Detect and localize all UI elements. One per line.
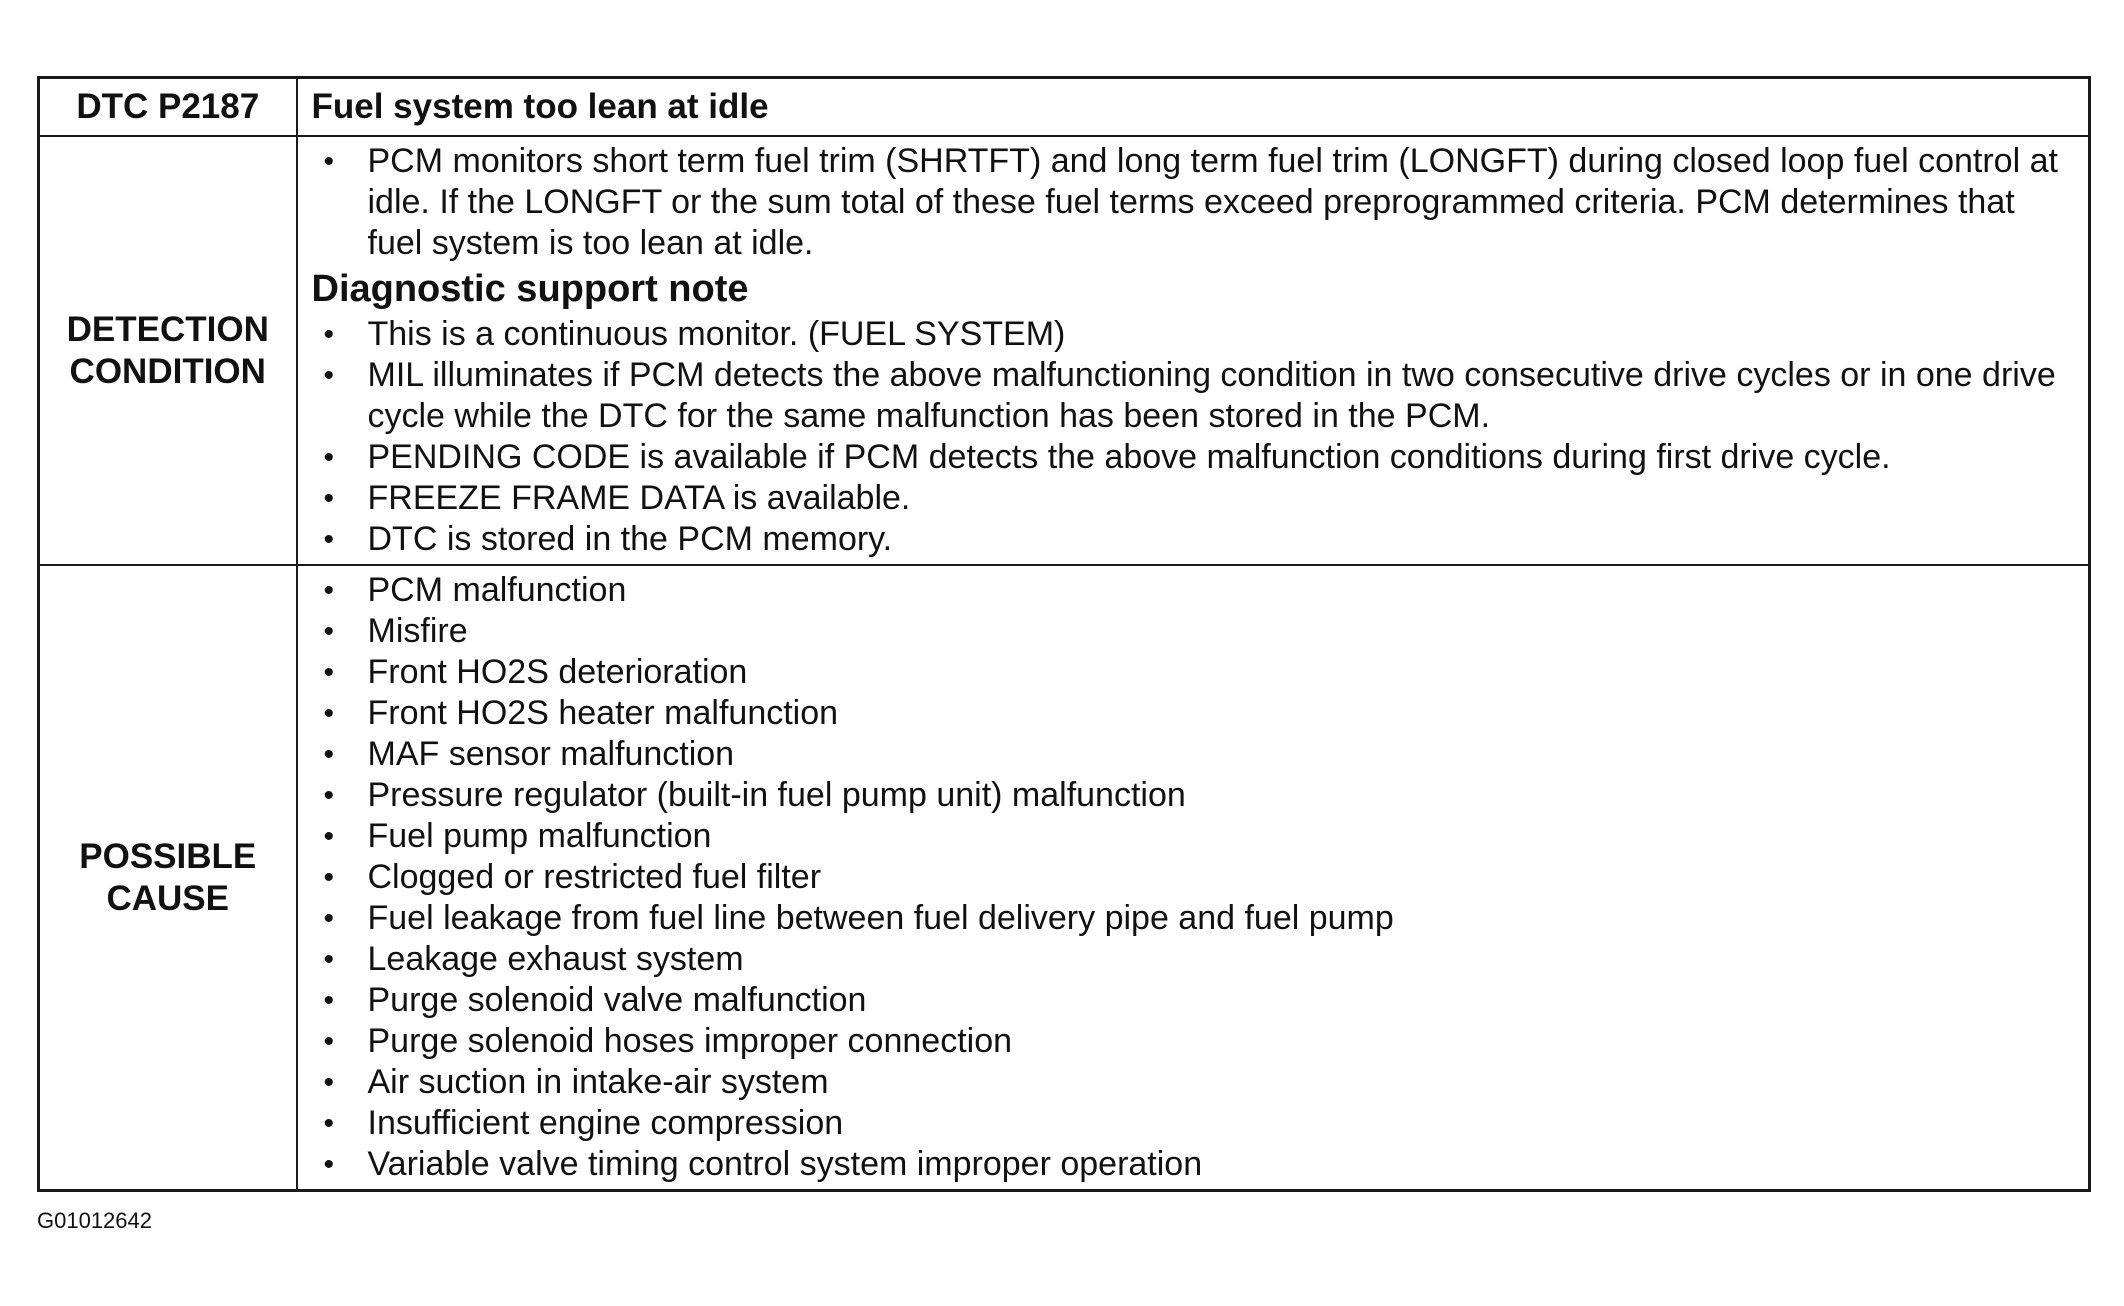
possible-cause-label-line2: CAUSE xyxy=(106,878,230,918)
support-note-heading: Diagnostic support note xyxy=(311,268,749,310)
list-item: • Misfire xyxy=(312,611,2079,652)
possible-cause-content xyxy=(297,565,2090,1191)
list-item: • DTC is stored in the PCM memory. xyxy=(312,519,2079,560)
detection-label xyxy=(39,136,297,565)
header-row xyxy=(39,78,2090,137)
list-item: • Purge solenoid hoses improper connection xyxy=(312,1021,2079,1062)
dtc-title: Fuel system too lean at idle xyxy=(297,78,2090,137)
list-item: • MAF sensor malfunction xyxy=(312,734,2079,775)
list-item: • Front HO2S heater malfunction xyxy=(312,693,2079,734)
detection-content xyxy=(297,136,2090,565)
list-item: • Fuel leakage from fuel line between fuel delivery pipe and fuel pump xyxy=(312,898,2079,939)
list-item: • MIL illuminates if PCM detects the above malfunctioning condition in two consecutive drive cycles or in one drive cycle while the DTC for the same malfunction has been stored in the PCM. xyxy=(312,355,2079,437)
detection-row xyxy=(39,136,2090,565)
dtc-table xyxy=(37,76,2091,1192)
list-item: • Insufficient engine compression xyxy=(312,1103,2079,1144)
list-item: • Air suction in intake-air system xyxy=(312,1062,2079,1103)
list-item: • FREEZE FRAME DATA is available. xyxy=(312,478,2079,519)
list-item: • This is a continuous monitor. (FUEL SYSTEM) xyxy=(312,314,2079,355)
detection-label-line2: CONDITION xyxy=(69,351,266,391)
support-note-list xyxy=(312,314,2079,560)
list-item: • PCM malfunction xyxy=(312,570,2079,611)
list-item: • Pressure regulator (built-in fuel pump unit) malfunction xyxy=(312,775,2079,816)
detection-label-line1: DETECTION xyxy=(66,309,269,349)
list-item: • Variable valve timing control system improper operation xyxy=(312,1144,2079,1185)
list-item: • PCM monitors short term fuel trim (SHRTFT) and long term fuel trim (LONGFT) during closed loop fuel control at idle. If the LONGFT or the sum total of these fuel terms exceed preprogrammed criteria. PCM determines that fuel system is too lean at idle. xyxy=(312,141,2079,264)
list-item: • PENDING CODE is available if PCM detects the above malfunction conditions during first drive cycle. xyxy=(312,437,2079,478)
list-item: • Leakage exhaust system xyxy=(312,939,2079,980)
possible-cause-label-line1: POSSIBLE xyxy=(79,836,257,876)
list-item: • Fuel pump malfunction xyxy=(312,816,2079,857)
figure-id: G01012642 xyxy=(37,1208,152,1233)
dtc-code: DTC P2187 xyxy=(39,78,297,137)
list-item: • Clogged or restricted fuel filter xyxy=(312,857,2079,898)
possible-cause-list xyxy=(312,570,2079,1185)
list-item: • Front HO2S deterioration xyxy=(312,652,2079,693)
possible-cause-label xyxy=(39,565,297,1191)
detection-intro-list xyxy=(312,141,2079,264)
possible-cause-row xyxy=(39,565,2090,1191)
list-item: • Purge solenoid valve malfunction xyxy=(312,980,2079,1021)
